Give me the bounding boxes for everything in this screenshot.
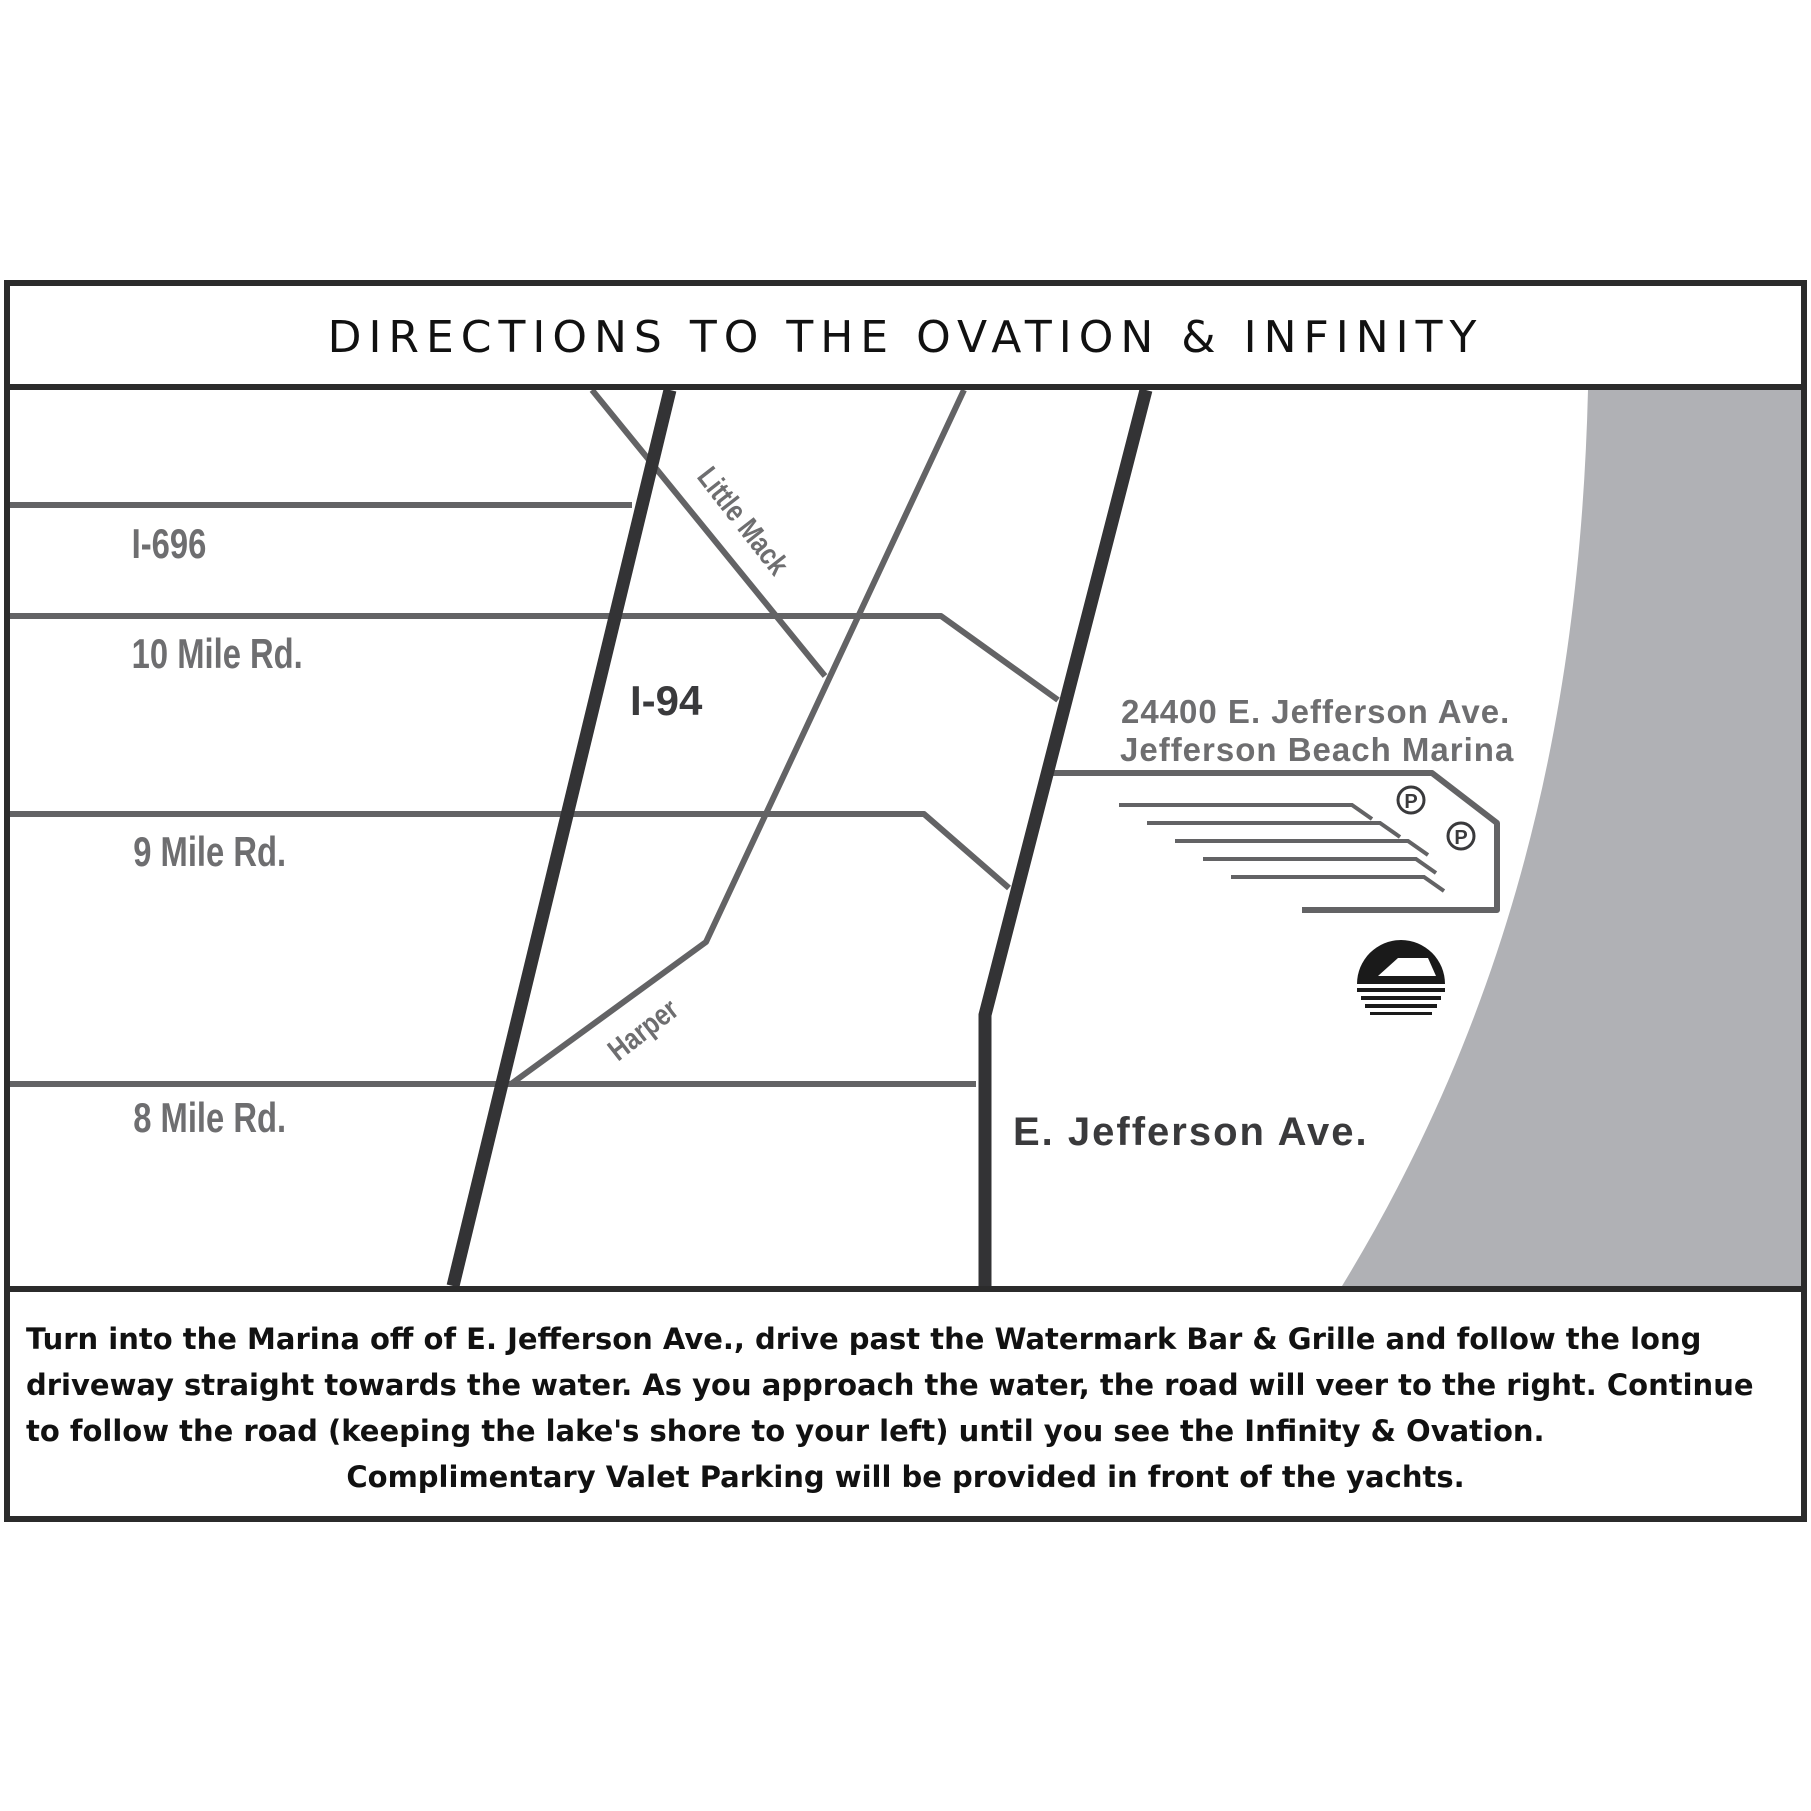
dock-line (1147, 823, 1400, 837)
label-i696: I-696 (131, 520, 207, 567)
parking-symbol: P (1404, 791, 1418, 813)
yacht-logo (1357, 940, 1445, 1015)
parking-symbol: P (1454, 827, 1468, 849)
label-i94: I-94 (630, 677, 703, 724)
directions-text-box (10, 1286, 1801, 1516)
dock-line (1119, 805, 1372, 819)
dock-line (1203, 859, 1436, 873)
road-i94 (453, 390, 670, 1286)
marina-address: 24400 E. Jefferson Ave. (1121, 693, 1511, 730)
road-little-mack (592, 390, 825, 676)
dock-line (1231, 877, 1444, 891)
dock-line (1175, 841, 1428, 855)
label-harper: Harper (601, 991, 685, 1068)
directions-map (10, 390, 1801, 1286)
directions-card (4, 280, 1807, 1522)
parking-marker (1448, 823, 1474, 849)
label-ten-mile: 10 Mile Rd. (131, 630, 303, 677)
title-bar (10, 286, 1801, 390)
valet-parking-note: Complimentary Valet Parking will be provided in front of the yachts. (346, 1460, 1465, 1494)
label-eight-mile: 8 Mile Rd. (133, 1094, 287, 1141)
marina-name: Jefferson Beach Marina (1120, 731, 1515, 768)
label-little-mack: Little Mack (690, 460, 796, 582)
map-svg (10, 390, 1801, 1286)
lake-shore (1342, 390, 1801, 1286)
label-jefferson: E. Jefferson Ave. (1013, 1110, 1369, 1154)
label-nine-mile: 9 Mile Rd. (133, 828, 287, 875)
directions-paragraph: Turn into the Marina off of E. Jefferson Ave., drive past the Watermark Bar & Grille and follow the long driveway straight towards the water. As you approach the water, the road will veer to the right. Continue to follow the road (keeping the lake's shore to your left) until you see the Infinity & Ovation. (26, 1322, 1754, 1448)
page-title: DIRECTIONS TO THE OVATION & INFINITY (327, 311, 1484, 363)
parking-marker (1398, 787, 1424, 813)
